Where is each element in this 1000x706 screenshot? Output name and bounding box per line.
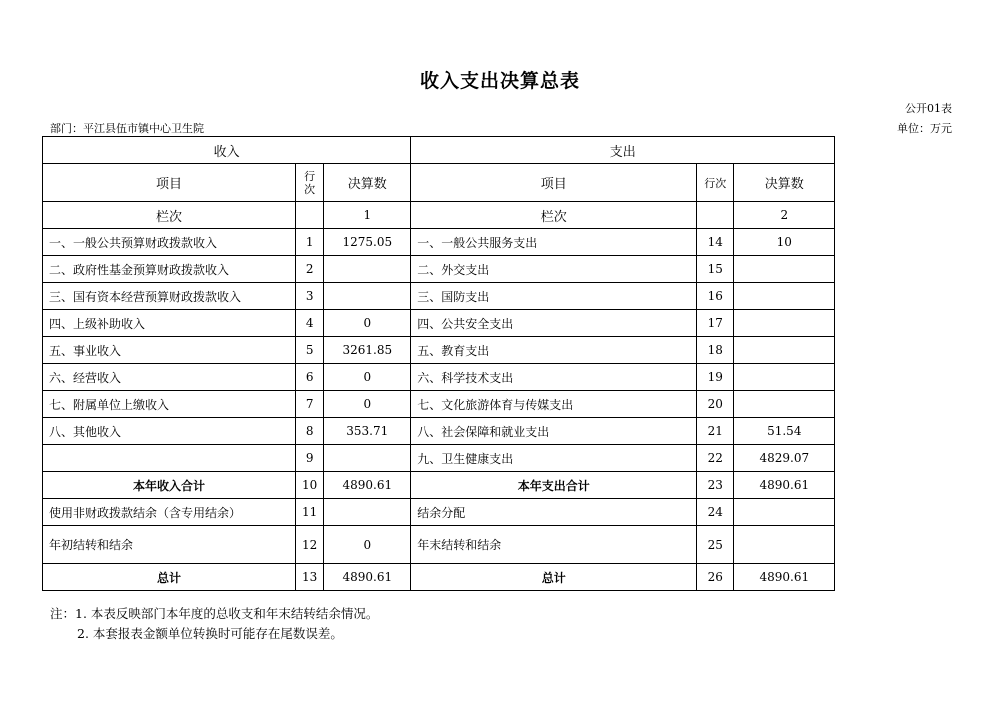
expense-item-label: 结余分配 bbox=[411, 499, 697, 526]
income-amount: 0 bbox=[324, 310, 411, 337]
expense-column-number: 2 bbox=[734, 202, 835, 229]
expense-amount bbox=[734, 337, 835, 364]
income-line-number: 4 bbox=[296, 310, 324, 337]
income-line-header: 行 次 bbox=[296, 164, 324, 202]
income-amount: 353.71 bbox=[324, 418, 411, 445]
expense-amount: 4829.07 bbox=[734, 445, 835, 472]
note-2: 2. 本套报表金额单位转换时可能存在尾数误差。 bbox=[77, 626, 343, 641]
income-item-label: 本年收入合计 bbox=[43, 472, 296, 499]
income-column-number: 1 bbox=[324, 202, 411, 229]
income-item-label: 总计 bbox=[43, 564, 296, 591]
income-line-number: 13 bbox=[296, 564, 324, 591]
expense-line-number: 21 bbox=[697, 418, 734, 445]
income-amount-header: 决算数 bbox=[324, 164, 411, 202]
income-item-label: 七、附属单位上缴收入 bbox=[43, 391, 296, 418]
income-amount: 0 bbox=[324, 364, 411, 391]
table-row bbox=[43, 256, 835, 283]
expense-item-header: 项目 bbox=[411, 164, 697, 202]
department-label: 部门：平江县伍市镇中心卫生院 bbox=[50, 122, 204, 135]
income-item-label: 使用非财政拨款结余（含专用结余） bbox=[43, 499, 296, 526]
expense-item-label: 二、外交支出 bbox=[411, 256, 697, 283]
table-row bbox=[43, 445, 835, 472]
expense-line-number: 16 bbox=[697, 283, 734, 310]
expense-item-label: 五、教育支出 bbox=[411, 337, 697, 364]
budget-table bbox=[42, 136, 835, 591]
income-item-label bbox=[43, 445, 296, 472]
income-item-label: 二、政府性基金预算财政拨款收入 bbox=[43, 256, 296, 283]
column-number-row bbox=[43, 202, 835, 229]
income-line-number: 2 bbox=[296, 256, 324, 283]
income-item-label: 六、经营收入 bbox=[43, 364, 296, 391]
income-amount bbox=[324, 445, 411, 472]
expense-line-number: 25 bbox=[697, 526, 734, 564]
expense-line-number: 24 bbox=[697, 499, 734, 526]
table-row bbox=[43, 526, 835, 564]
expense-amount-header: 决算数 bbox=[734, 164, 835, 202]
income-item-header: 项目 bbox=[43, 164, 296, 202]
unit-label: 单位：万元 bbox=[897, 122, 952, 135]
income-amount: 3261.85 bbox=[324, 337, 411, 364]
expense-item-label: 八、社会保障和就业支出 bbox=[411, 418, 697, 445]
expense-section-header: 支出 bbox=[411, 137, 835, 164]
expense-item-label: 一、一般公共服务支出 bbox=[411, 229, 697, 256]
expense-item-label: 六、科学技术支出 bbox=[411, 364, 697, 391]
expense-amount: 4890.61 bbox=[734, 564, 835, 591]
income-item-label: 三、国有资本经营预算财政拨款收入 bbox=[43, 283, 296, 310]
expense-amount: 10 bbox=[734, 229, 835, 256]
income-line-number: 9 bbox=[296, 445, 324, 472]
income-line-number: 1 bbox=[296, 229, 324, 256]
income-line-number: 11 bbox=[296, 499, 324, 526]
income-amount bbox=[324, 283, 411, 310]
expense-item-label: 七、文化旅游体育与传媒支出 bbox=[411, 391, 697, 418]
expense-amount bbox=[734, 526, 835, 564]
income-item-label: 四、上级补助收入 bbox=[43, 310, 296, 337]
expense-amount bbox=[734, 364, 835, 391]
income-column-label: 栏次 bbox=[43, 202, 296, 229]
expense-item-label: 年末结转和结余 bbox=[411, 526, 697, 564]
income-amount bbox=[324, 256, 411, 283]
form-number: 公开01表 bbox=[905, 102, 952, 115]
table-row bbox=[43, 364, 835, 391]
column-header-row bbox=[43, 164, 835, 202]
expense-column-label: 栏次 bbox=[411, 202, 697, 229]
footnotes bbox=[50, 604, 378, 644]
income-line-number: 3 bbox=[296, 283, 324, 310]
expense-line-header: 行次 bbox=[697, 164, 734, 202]
expense-line-number: 19 bbox=[697, 364, 734, 391]
year-total-row bbox=[43, 472, 835, 499]
grand-total-row bbox=[43, 564, 835, 591]
table-row bbox=[43, 391, 835, 418]
expense-amount: 4890.61 bbox=[734, 472, 835, 499]
income-line-number: 5 bbox=[296, 337, 324, 364]
income-item-label: 年初结转和结余 bbox=[43, 526, 296, 564]
expense-line-number: 23 bbox=[697, 472, 734, 499]
expense-item-label: 本年支出合计 bbox=[411, 472, 697, 499]
table-row bbox=[43, 283, 835, 310]
expense-amount: 51.54 bbox=[734, 418, 835, 445]
table-row bbox=[43, 310, 835, 337]
table-row bbox=[43, 418, 835, 445]
income-amount: 4890.61 bbox=[324, 564, 411, 591]
income-line-number: 10 bbox=[296, 472, 324, 499]
expense-item-label: 四、公共安全支出 bbox=[411, 310, 697, 337]
income-line-number: 8 bbox=[296, 418, 324, 445]
income-line-number: 6 bbox=[296, 364, 324, 391]
expense-item-label: 九、卫生健康支出 bbox=[411, 445, 697, 472]
table-row bbox=[43, 229, 835, 256]
income-amount: 0 bbox=[324, 526, 411, 564]
table-row bbox=[43, 499, 835, 526]
expense-line-number: 22 bbox=[697, 445, 734, 472]
page-title: 收入支出决算总表 bbox=[419, 70, 580, 92]
table-row bbox=[43, 337, 835, 364]
expense-amount bbox=[734, 391, 835, 418]
expense-amount bbox=[734, 283, 835, 310]
income-amount: 1275.05 bbox=[324, 229, 411, 256]
income-line-number: 7 bbox=[296, 391, 324, 418]
income-amount: 4890.61 bbox=[324, 472, 411, 499]
income-section-header: 收入 bbox=[43, 137, 411, 164]
income-item-label: 八、其他收入 bbox=[43, 418, 296, 445]
expense-line-number: 17 bbox=[697, 310, 734, 337]
expense-line-number: 20 bbox=[697, 391, 734, 418]
note-1: 注：1. 本表反映部门本年度的总收支和年末结转结余情况。 bbox=[50, 606, 379, 621]
income-amount bbox=[324, 499, 411, 526]
income-amount: 0 bbox=[324, 391, 411, 418]
expense-amount bbox=[734, 310, 835, 337]
expense-line-number: 14 bbox=[697, 229, 734, 256]
empty-cell bbox=[296, 202, 324, 229]
expense-line-number: 26 bbox=[697, 564, 734, 591]
expense-item-label: 总计 bbox=[411, 564, 697, 591]
empty-cell bbox=[697, 202, 734, 229]
expense-line-number: 15 bbox=[697, 256, 734, 283]
income-item-label: 五、事业收入 bbox=[43, 337, 296, 364]
expense-amount bbox=[734, 499, 835, 526]
income-item-label: 一、一般公共预算财政拨款收入 bbox=[43, 229, 296, 256]
income-line-number: 12 bbox=[296, 526, 324, 564]
expense-item-label: 三、国防支出 bbox=[411, 283, 697, 310]
expense-amount bbox=[734, 256, 835, 283]
expense-line-number: 18 bbox=[697, 337, 734, 364]
section-header-row bbox=[43, 137, 835, 164]
